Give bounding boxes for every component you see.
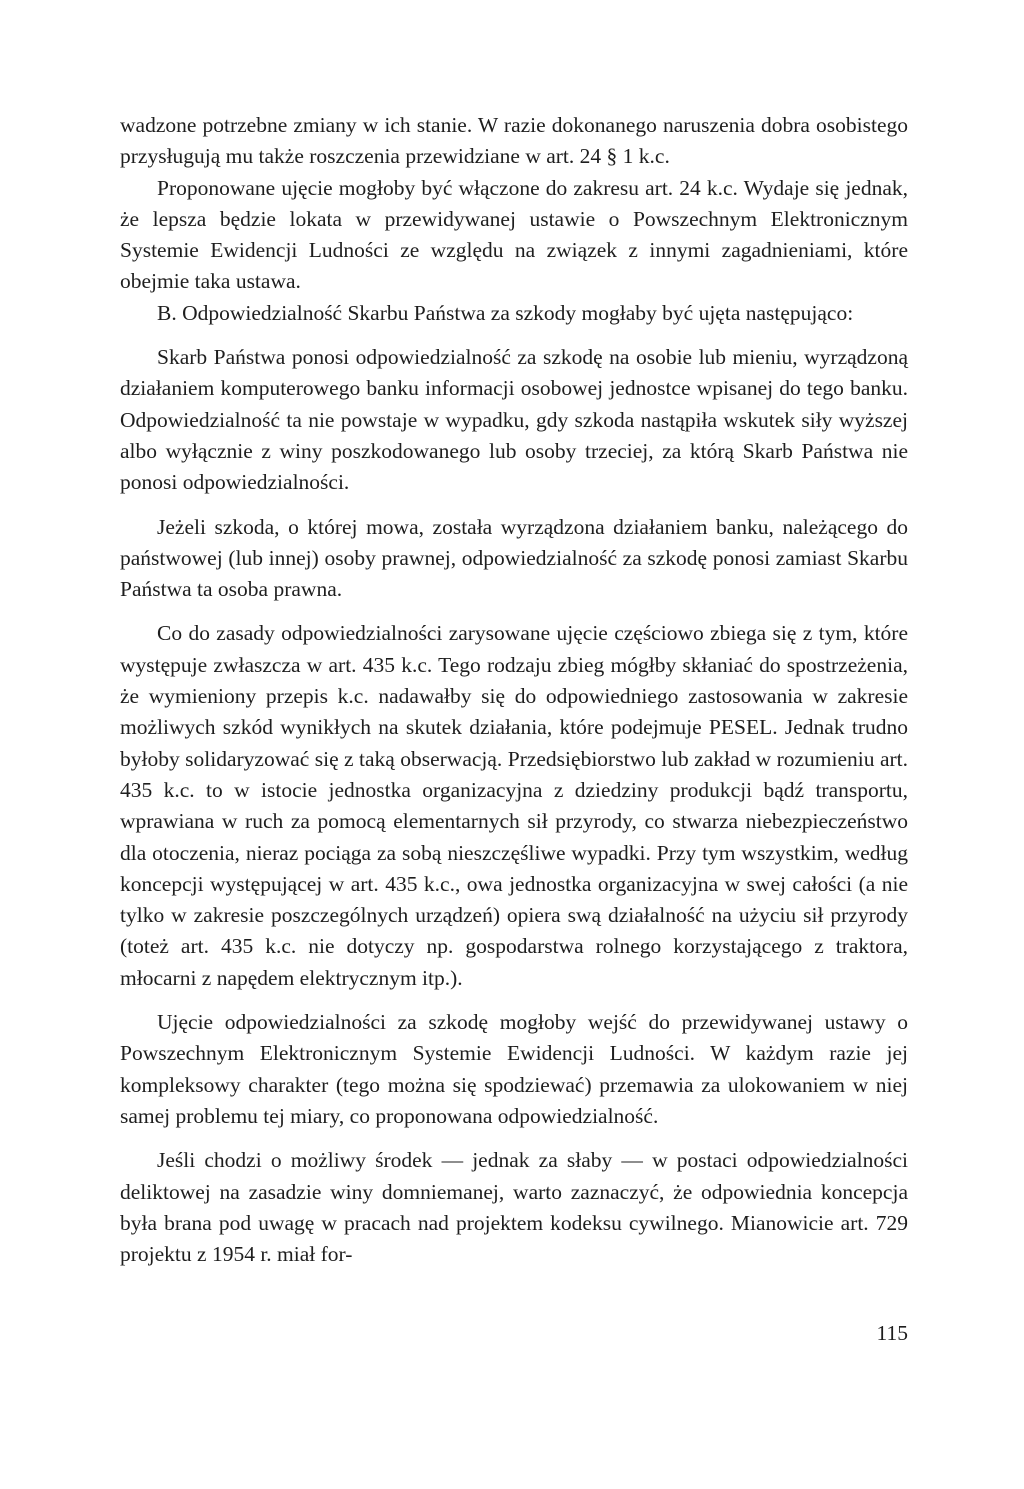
paragraph-pesel-act-placement: Ujęcie odpowiedzialności za szkodę mogłoby wejść do przewidywanej ustawy o Powszechnym Elektronicznym Systemie Ewidencji Ludności. W każdym razie jej kompleksowy charakter (tego można się spodziewać) przemawia za ulokowaniem w niej samej problemu tej miary, co proponowana odpowiedzialność. <box>120 1010 908 1128</box>
paragraph-art-435-analysis: Co do zasady odpowiedzialności zarysowane ujęcie częściowo zbiega się z tym, które występuje zwłaszcza w art. 435 k.c. Tego rodzaju zbieg mógłby skłaniać do spostrzeżenia, że wymieniony przepis k.c. nadawałby się do odpowiedniego zastosowania w zakresie możliwych szkód wynikłych na skutek działania, które podejmuje PESEL. Jednak trudno byłoby solidaryzować się z taką obserwacją. Przedsiębiorstwo lub zakład w rozumieniu art. 435 k.c. to w istocie jednostka organizacyjna z dziedziny produkcji bądź transportu, wprawiana w ruch za pomocą elementarnych sił przyrody, co stwarza niebezpieczeństwo dla otoczenia, nieraz pociąga za sobą nieszczęśliwe wypadki. Przy tym wszystkim, według koncepcji występującej w art. 435 k.c., owa jednostka organizacyjna w swej całości (a nie tylko w zakresie poszczególnych urządzeń) opiera swą działalność na użyciu sił przyrody (toteż art. 435 k.c. nie dotyczy np. gospodarstwa rolnego korzystającego z traktora, młocarni z napędem elektrycznym itp.). <box>120 621 908 990</box>
document-body <box>120 110 908 1270</box>
page-number: 115 <box>876 1321 908 1345</box>
paragraph-proposed-provision: Skarb Państwa ponosi odpowiedzialność za szkodę na osobie lub mieniu, wyrządzoną działaniem komputerowego banku informacji osobowej jednostce wpisanej do tego banku. Odpowiedzialność ta nie powstaje w wypadku, gdy szkoda nastąpiła wskutek siły wyższej albo wyłącznie z winy poszkodowanego lub osoby trzeciej, za którą Skarb Państwa nie ponosi odpowiedzialności. <box>120 345 908 495</box>
paragraph-continuation: wadzone potrzebne zmiany w ich stanie. W razie dokonanego naruszenia dobra osobistego przysługują mu także roszczenia przewidziane w art. 24 § 1 k.c. <box>120 113 908 169</box>
paragraph-tort-liability: Jeśli chodzi o możliwy środek — jednak za słaby — w postaci odpowiedzialności deliktowej na zasadzie winy domniemanej, warto zaznaczyć, że odpowiednia koncepcja była brana pod uwagę w pracach nad projektem kodeksu cywilnego. Mianowicie art. 729 projektu z 1954 r. miał for- <box>120 1148 908 1267</box>
paragraph-legal-person-liability: Jeżeli szkoda, o której mowa, została wyrządzona działaniem banku, należącego do państwowej (lub innej) osoby prawnej, odpowiedzialność za szkodę ponosi zamiast Skarbu Państwa ta osoba prawna. <box>120 514 908 602</box>
paragraph-proposal-placement: Proponowane ujęcie mogłoby być włączone do zakresu art. 24 k.c. Wydaje się jednak, że lepsza będzie lokata w przewidywanej ustawie o Powszechnym Elektronicznym Systemie Ewidencji Ludności ze względu na związek z innymi zagadnieniami, które obejmie taka ustawa. <box>120 175 908 294</box>
paragraph-section-b-heading: B. Odpowiedzialność Skarbu Państwa za szkody mogłaby być ujęta następująco: <box>157 300 854 325</box>
